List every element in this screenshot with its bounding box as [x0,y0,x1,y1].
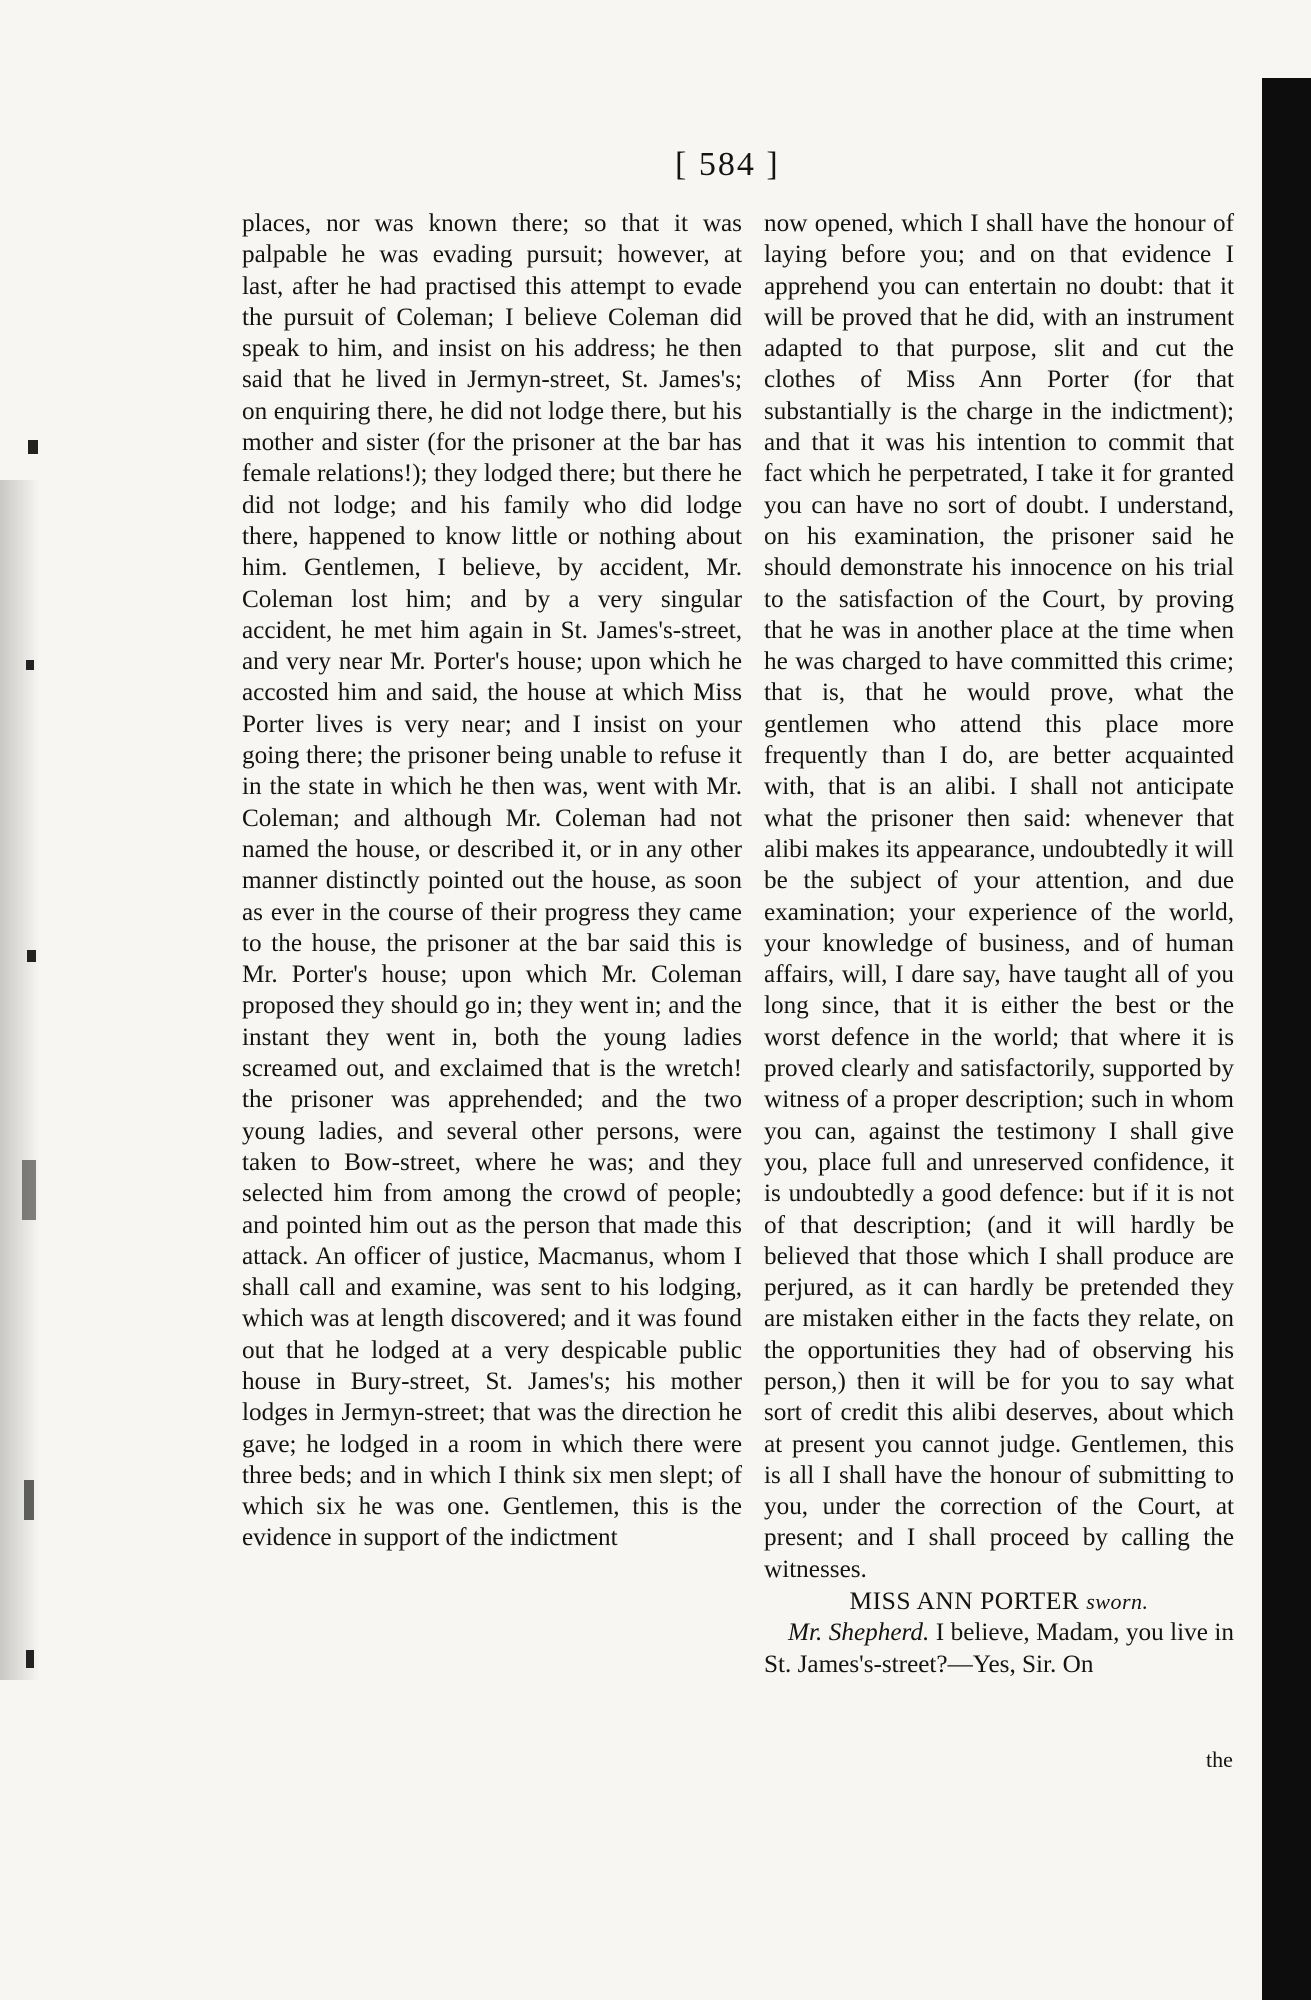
left-column [242,208,742,1554]
margin-speck [28,440,38,454]
binding-shadow [0,480,40,1680]
witness-name: MISS ANN PORTER [849,1586,1080,1616]
page-edge-shadow [1262,78,1311,2000]
page-number: [ 584 ] [675,146,780,183]
exchange-text: I believe, Madam, you live in St. James's-street?—Yes, Sir. On [764,1619,1235,1678]
examiner-name: Mr. Shepherd. [788,1619,930,1647]
witness-sworn: sworn. [1086,1589,1149,1615]
witness-heading [764,1585,1234,1617]
right-column-text: now opened, which I shall have the honour of laying before you; and on that evidence I apprehend you can entertain no doubt: that it will be proved that he did, with an instrument adapted to that purpose, slit and cut the clothes of Miss Ann Porter (for that substantially is the charge in the indictment); and that it was his intention to commit that fact which he perpetrated, I take it for granted you can have no sort of doubt. I understand, on his examination, the prisoner said he should demonstrate his innocence on his trial to the satisfaction of the Court, by proving that he was in another place at the time when he was charged to have committed this crime; that is, that he would prove, what the gentlemen who attend this place more frequently than I do, are better acquainted with, that is an alibi. I shall not anticipate what the prisoner then said: whenever that alibi makes its appearance, undoubtedly it will be the subject of your attention, and due examination; your experience of the world, your knowledge of business, and of human affairs, will, I dare say, have taught all of you long since, that it is either the best or the worst defence in the world; that where it is proved clearly and satisfactorily, supported by witness of a proper description; such in whom you can, against the testimony I shall give you, place full and unreserved confidence, it is undoubtedly a good defence: but if it is not of that description; (and it will hardly be believed that those which I shall produce are perjured, as it can hardly be pretended they are mistaken either in the facts they relate, on the opportunities they had of observing his person,) then it will be for you to say what sort of credit this alibi deserves, about which at present you cannot judge. Gentlemen, this is all I shall have the honour of submitting to you, under the correction of the Court, at present; and I shall proceed by calling the witnesses. [764,210,1234,1583]
margin-speck [27,950,36,962]
margin-speck [26,1650,34,1668]
examination-exchange [764,1617,1234,1680]
left-column-text: places, nor was known there; so that it was palpable he was evading pursuit; however, at last, after he had practised this attempt to evade the pursuit of Coleman; I believe Coleman did speak to him, and insist on his address; he then said that he lived in Jermyn-street, St. James's; on enquiring there, he did not lodge there, but his mother and sister (for the prisoner at the bar has female relations!); they lodged there; but there he did not lodge; and his family who did lodge there, happened to know little or nothing about him. Gentlemen, I believe, by accident, Mr. Coleman lost him; and by a very singular accident, he met him again in St. James's-street, and very near Mr. Porter's house; upon which he accosted him and said, the house at which Miss Porter lives is very near; and I insist on your going there; the prisoner being unable to refuse it in the state in which he then was, went with Mr. Coleman; and although Mr. Coleman had not named the house, or described it, or in any other manner distinctly pointed out the house, as soon as ever in the course of their progress they came to the house, the prisoner at the bar said this is Mr. Porter's house; upon which Mr. Coleman proposed they should go in; they went in; and the instant they went in, both the young ladies screamed out, and exclaimed that is the wretch! the prisoner was apprehended; and the two young ladies, and several other persons, were taken to Bow-street, where he was; and they selected him from among the crowd of people; and pointed him out as the person that made this attack. An officer of justice, Macmanus, whom I shall call and examine, was sent to his lodging, which was at length discovered; and it was found out that he lodged at a very despicable public house in Bury-street, St. James's; his mother lodges in Jermyn-street; that was the direction he gave; he lodged in a room in which there were three beds; and in which I think six men slept; of which six he was one. Gentlemen, this is the evidence in support of the indictment [242,210,742,1552]
margin-speck [22,1160,36,1220]
right-column [764,208,1234,1680]
margin-speck [24,1480,34,1520]
margin-speck [26,660,34,670]
catchword: the [1206,1747,1233,1772]
